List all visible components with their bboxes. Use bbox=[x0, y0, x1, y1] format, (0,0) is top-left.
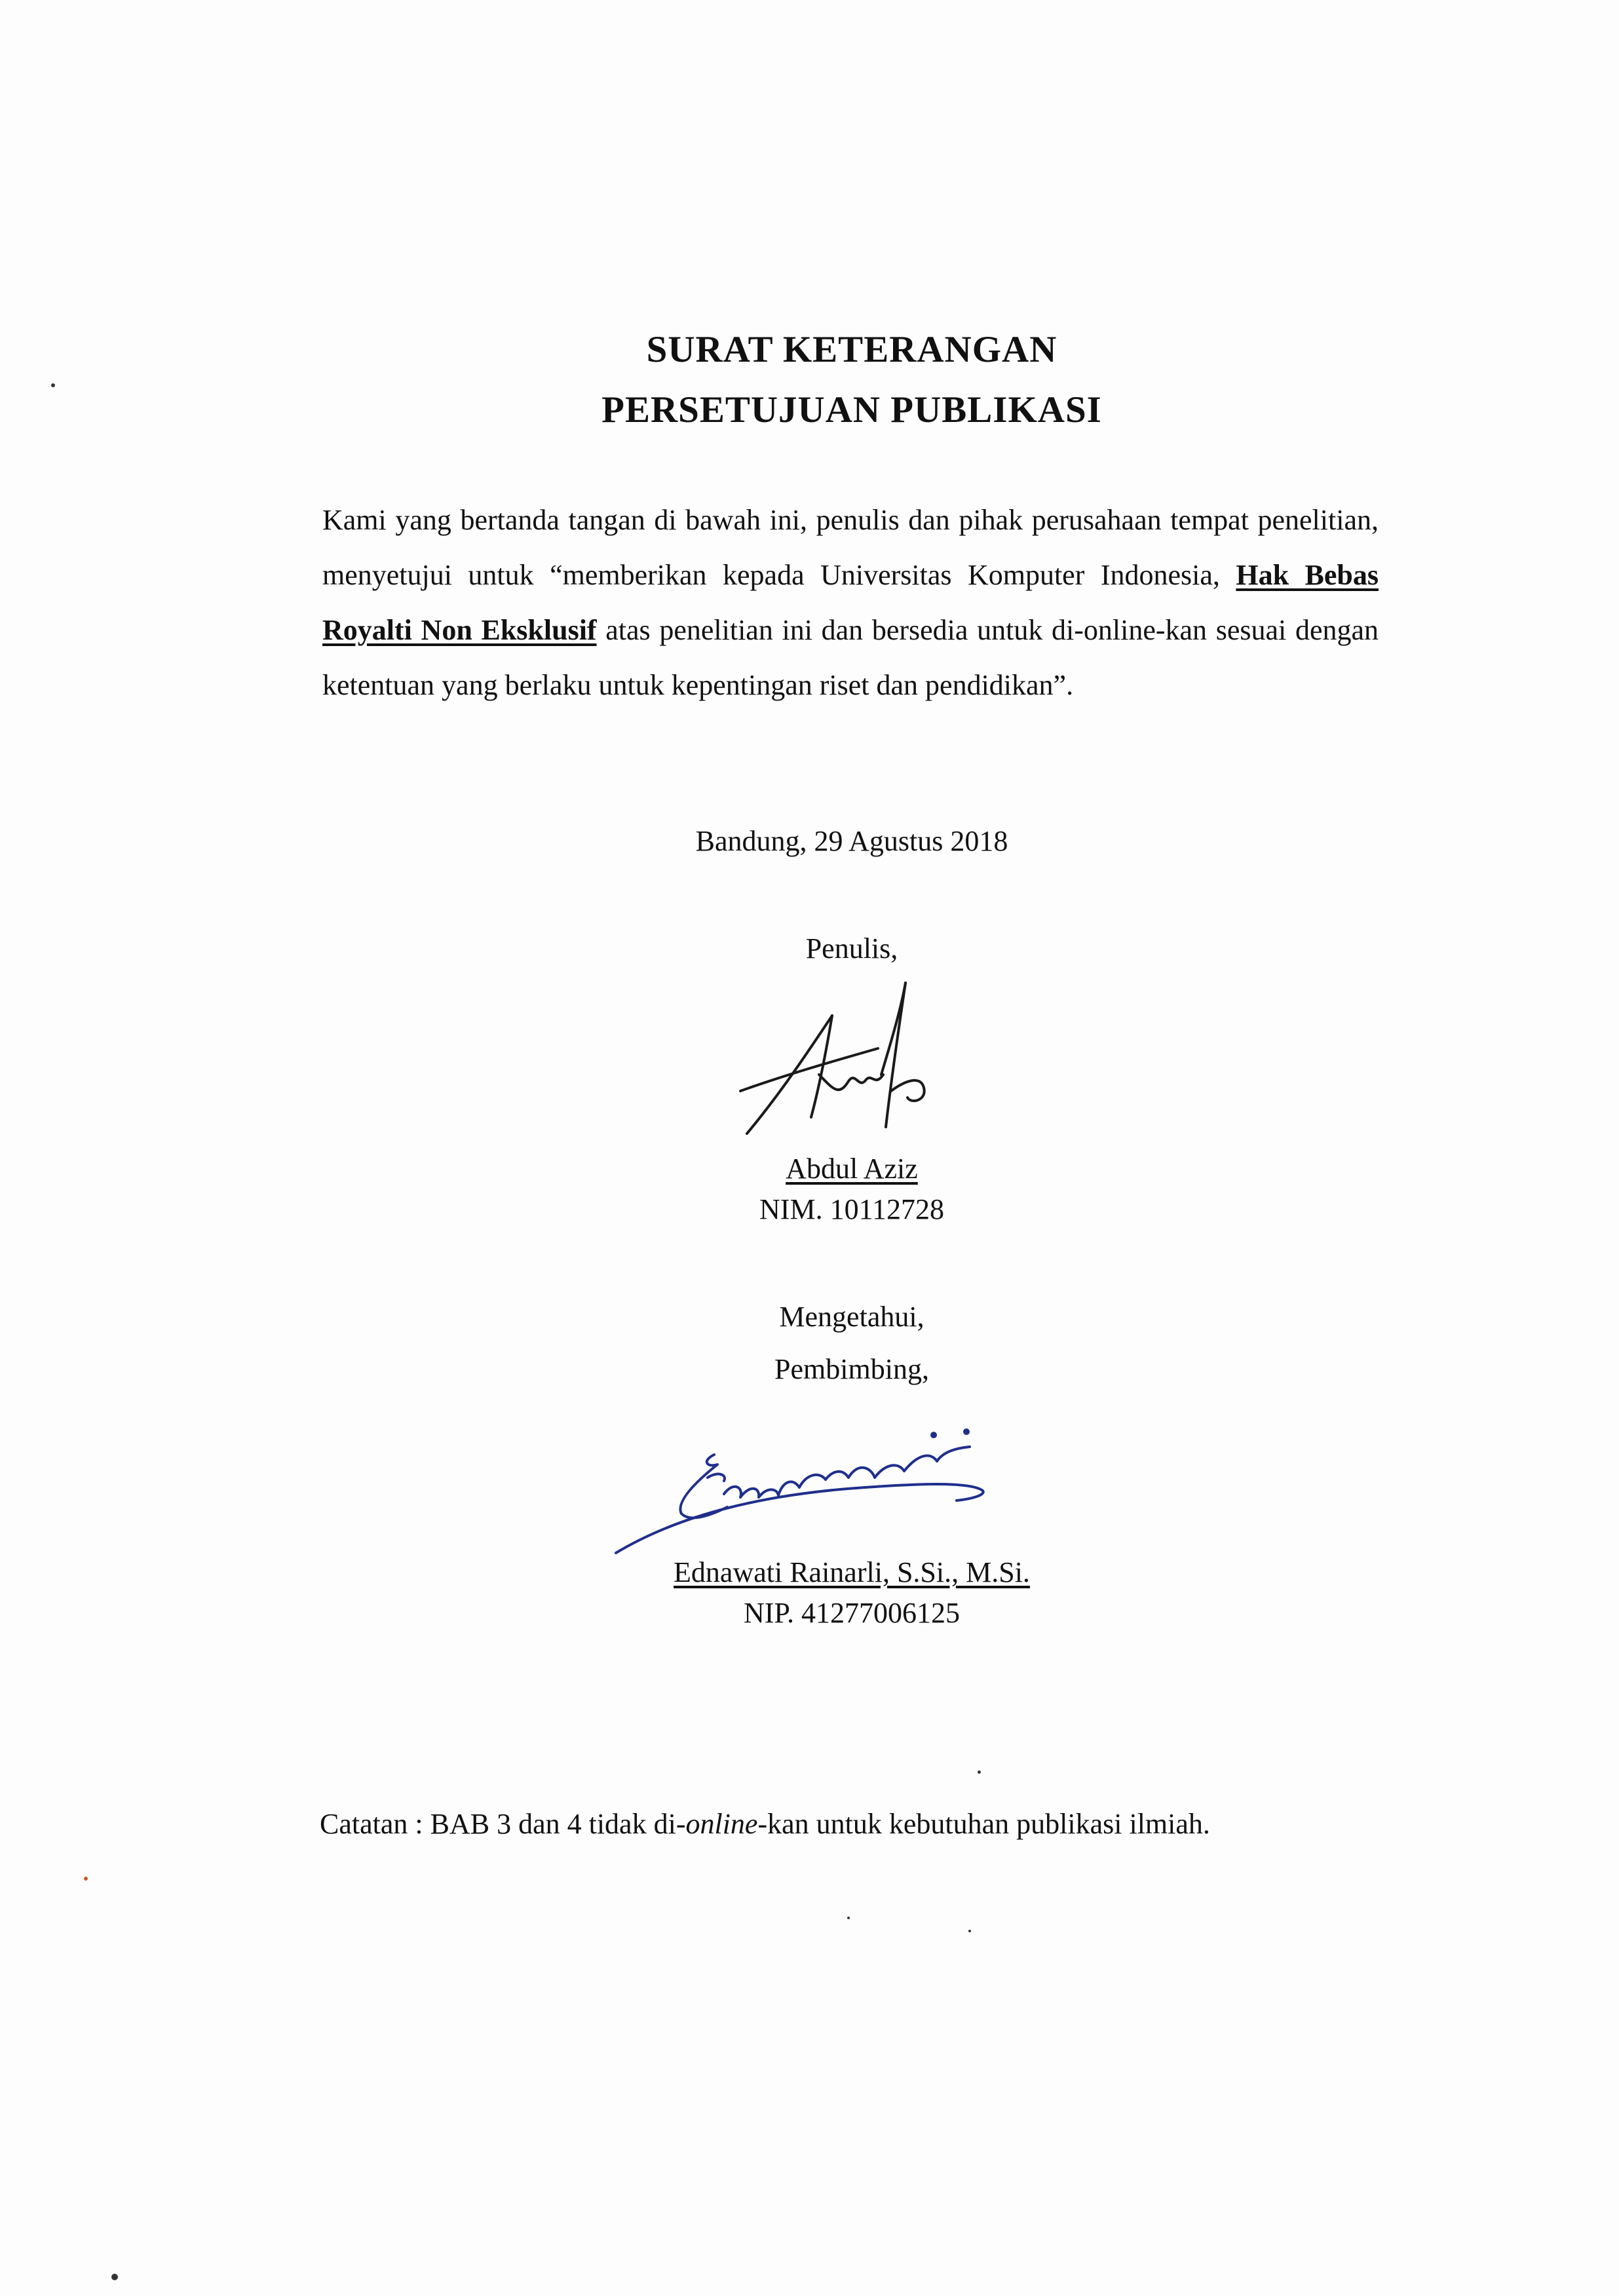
scan-speck bbox=[968, 1930, 971, 1932]
supervisor-signature-icon bbox=[603, 1415, 1009, 1566]
paragraph-part1: Kami yang bertanda tangan di bawah ini, penulis dan pihak perusahaan tempat penelitian, menyetujui untuk “memberikan kepada Universitas Komputer Indonesia, bbox=[322, 504, 1379, 591]
scan-speck bbox=[84, 1877, 88, 1881]
author-role-label: Penulis, bbox=[805, 932, 898, 965]
acknowledge-label: Mengetahui, bbox=[779, 1301, 924, 1333]
scan-speck bbox=[111, 2274, 118, 2280]
document-title-line2: PERSETUJUAN PUBLIKASI bbox=[601, 389, 1102, 430]
note-prefix: Catatan : BAB 3 dan 4 tidak di- bbox=[320, 1808, 686, 1840]
consent-paragraph bbox=[322, 493, 1379, 713]
royalty-free-right-text: Hak Bebas Royalti Non Eksklusif bbox=[322, 559, 1379, 646]
author-nim: NIM. 10112728 bbox=[759, 1193, 944, 1225]
footnote bbox=[320, 1810, 1210, 1839]
supervisor-role-label: Pembimbing, bbox=[774, 1353, 929, 1385]
supervisor-name: Ednawati Rainarli, S.Si., M.Si. bbox=[674, 1556, 1030, 1588]
place-date: Bandung, 29 Agustus 2018 bbox=[695, 825, 1008, 857]
note-italic-word: online bbox=[685, 1808, 758, 1840]
document-title-line1: SURAT KETERANGAN bbox=[646, 329, 1057, 370]
paragraph-part2: atas penelitian ini dan bersedia untuk di-online-kan sesuai dengan ketentuan yang berlaku untuk kepentingan riset dan pendidikan”. bbox=[322, 614, 1379, 701]
note-suffix: -kan untuk kebutuhan publikasi ilmiah. bbox=[757, 1808, 1210, 1840]
scan-speck bbox=[51, 383, 55, 387]
supervisor-nip: NIP. 41277006125 bbox=[743, 1597, 961, 1629]
author-signature-icon bbox=[734, 976, 950, 1166]
author-name: Abdul Aziz bbox=[786, 1153, 918, 1185]
scan-speck bbox=[847, 1917, 850, 1919]
scan-speck bbox=[978, 1770, 981, 1774]
